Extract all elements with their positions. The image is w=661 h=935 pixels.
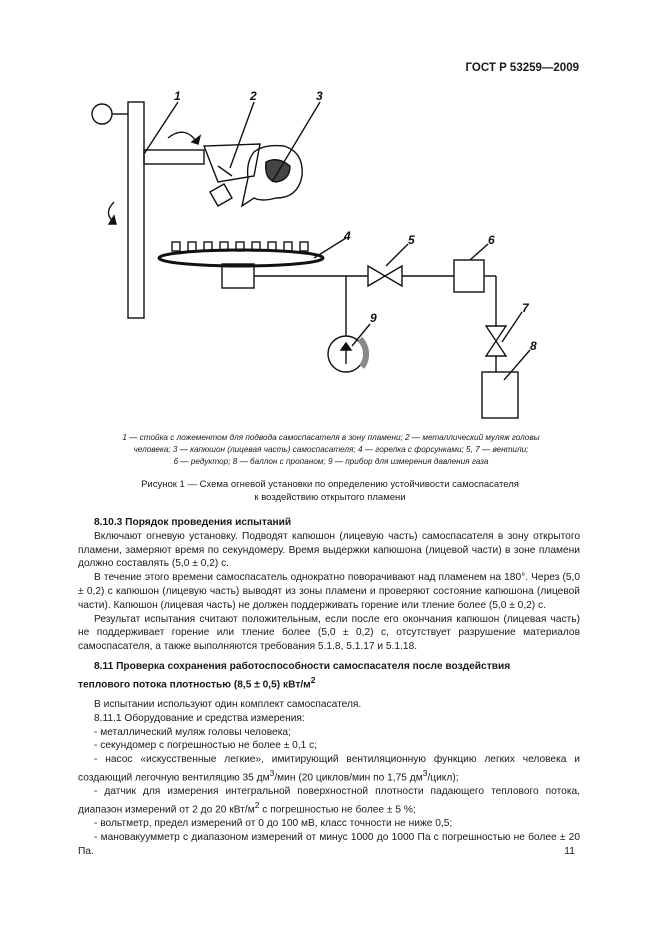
- stand-post: [128, 102, 144, 318]
- section-8-11-title-line-2: теплового потока плотностью (8,5 ± 0,5) кВт/м: [78, 679, 311, 691]
- propane-cylinder: [482, 372, 518, 418]
- list-item: - мановакуумметр с диапазоном измерений от минус 1000 до 1000 Па с погрешностью не более ± 20 Па.: [78, 831, 580, 857]
- page-number: 11: [564, 845, 575, 857]
- label-5: 5: [408, 233, 415, 247]
- pump-text: /мин (20 циклов/мин по 1,75 дм: [274, 772, 423, 784]
- label-3: 3: [316, 89, 323, 103]
- caption-line: к воздействию открытого пламени: [254, 492, 406, 503]
- list-item: - секундомер с погрешностью не более ± 0,1 с;: [94, 740, 318, 752]
- label-9: 9: [370, 311, 377, 325]
- section-8-10-3-paragraph: Включают огневую установку. Подводят капюшон (лицевую часть) самоспасателя в зону открытого пламени, замеряют время по секундомеру. Время выдержки капюшона (лицевой части) в зоне пламени должно составлять (5,0 ± 0,2) с.: [78, 530, 580, 570]
- valve-5: [368, 266, 402, 286]
- pump-text: - насос «искусственные легкие», имитирующий вентиляционную функцию легких человека и создающий легочную вентиляцию 35 дм: [78, 754, 580, 784]
- legend-line: 1 — стойка с ложементом для подвода самоспасателя в зону пламени; 2 — металлический муляж головы: [122, 433, 540, 442]
- burner-base: [222, 264, 254, 288]
- standard-id: ГОСТ Р 53259—2009: [465, 62, 579, 74]
- list-item-sensor: [78, 785, 580, 817]
- superscript: 2: [310, 674, 316, 685]
- list-item-pump: [78, 753, 580, 785]
- section-8-10-3-paragraph: В течение этого времени самоспасатель однократно поворачивают над пламенем на 180°. Через (5,0 ± 0,2) с капюшон (лицевую часть) выводят из зоны пламени и проверяют состояние капюшона (лицевой части). Капюшон (лицевая часть) не должен поддерживать горение или тление более (5,0 ± 0,2) с.: [78, 572, 580, 611]
- stand-knob: [92, 104, 112, 124]
- label-8: 8: [530, 339, 537, 353]
- section-8-11-title: [78, 660, 580, 692]
- caption-line: Рисунок 1 — Схема огневой установки по определению устойчивости самоспасателя: [141, 479, 519, 490]
- figure-caption: [80, 478, 580, 504]
- list-item: - вольтметр, предел измерений от 0 до 100 мВ, класс точности не ниже 0,5;: [94, 818, 453, 830]
- label-2: 2: [250, 89, 257, 103]
- hood-filter: [210, 184, 232, 206]
- superscript: 3: [269, 767, 275, 778]
- label-7: 7: [522, 301, 529, 315]
- sensor-text: с погрешностью не более ± 5 %;: [259, 804, 416, 816]
- label-6: 6: [488, 233, 495, 247]
- label-1: 1: [174, 89, 181, 103]
- section-8-11-title-line-1: 8.11 Проверка сохранения работоспособности самоспасателя после воздействия: [94, 660, 511, 672]
- list-item: - металлический муляж головы человека;: [94, 726, 291, 738]
- sensor-text: - датчик для измерения интегральной поверхностной плотности падающего теплового потока, диапазон измерений от 2 до 20 кВт/м: [78, 786, 580, 816]
- superscript: 3: [422, 767, 428, 778]
- legend-line: 6 — редуктор; 8 — баллон с пропаном; 9 — прибор для измерения давления газа: [173, 457, 489, 466]
- burner-test-diagram: [86, 84, 586, 424]
- section-8-10-3-title: 8.10.3 Порядок проведения испытаний: [94, 517, 292, 528]
- superscript: 2: [254, 799, 260, 810]
- figure-legend: [92, 432, 570, 468]
- stand-arm: [144, 150, 204, 164]
- section-8-11-1-title: 8.11.1 Оборудование и средства измерения:: [94, 712, 305, 724]
- label-4: 4: [344, 229, 351, 243]
- section-8-11-paragraph: В испытании используют один комплект самоспасателя.: [94, 698, 362, 710]
- main-text: [78, 516, 580, 859]
- regulator: [454, 260, 484, 292]
- legend-line: человека; 3 — капюшон (лицевая часть) самоспасателя; 4 — горелка с форсунками; 5, 7 — вентили;: [133, 445, 529, 454]
- section-8-10-3-paragraph: Результат испытания считают положительным, если после его окончания капюшон (лицевая часть) не поддерживает горение или тление более (5,0 ± 0,2) с, отсутствует разрушение материалов самоспасателя, а также выполняются требования 5.1.8, 5.1.17 и 5.1.18.: [78, 613, 580, 653]
- pump-text: /цикл);: [427, 772, 459, 784]
